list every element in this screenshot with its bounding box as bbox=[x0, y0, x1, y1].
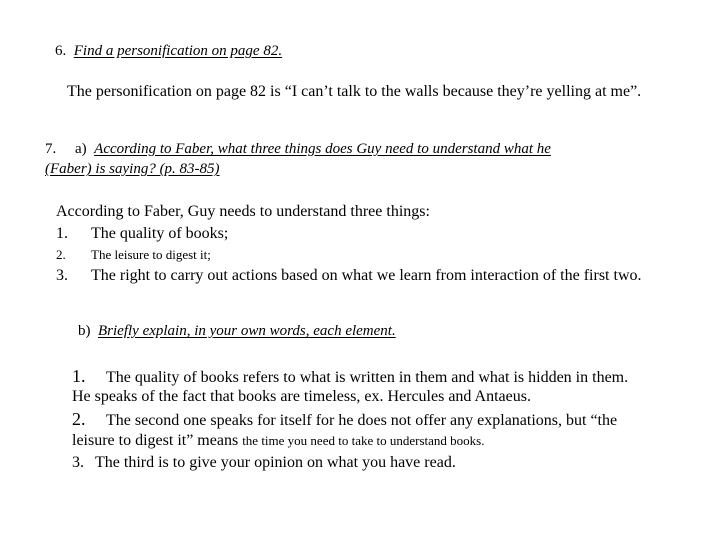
element-1-text-1: The quality of books refers to what is written in them and what is hidden in them. bbox=[106, 369, 629, 386]
element-2-number: 2. bbox=[72, 409, 86, 429]
item-3-number: 3. bbox=[56, 267, 68, 284]
question-6 bbox=[55, 44, 282, 59]
question-7a-text-2: (Faber) is saying? (p. 83-85) bbox=[45, 161, 220, 177]
answer-7b-element-2-line1 bbox=[72, 410, 617, 429]
question-7-number: 7. bbox=[45, 141, 57, 157]
answer-7a-item-1 bbox=[56, 226, 228, 242]
answer-7b-element-3 bbox=[72, 455, 456, 471]
question-7b-text: Briefly explain, in your own words, each element. bbox=[98, 323, 396, 339]
question-6-text: Find a personification on page 82. bbox=[73, 43, 283, 59]
answer-7b-element-1-line2: He speaks of the fact that books are timeless, ex. Hercules and Antaeus. bbox=[72, 388, 531, 405]
question-6-answer: The personification on page 82 is “I can’t talk to the walls because they’re yelling at me”. bbox=[67, 83, 642, 100]
element-2-text-1: The second one speaks for itself for he does not offer any explanations, but “the bbox=[106, 412, 618, 429]
answer-7a-item-3 bbox=[56, 268, 642, 284]
answer-7b-element-2-line2 bbox=[72, 433, 484, 449]
element-2-text-2a: leisure to digest it” means bbox=[72, 432, 239, 449]
element-2-text-2b: the time you need to take to understand books. bbox=[242, 433, 485, 448]
item-2-text: The leisure to digest it; bbox=[91, 247, 211, 262]
answer-7a-intro: According to Faber, Guy needs to understand three things: bbox=[56, 203, 430, 220]
answer-7b-element-1-line1 bbox=[72, 367, 628, 386]
question-7b bbox=[78, 324, 396, 339]
answer-7a-item-2 bbox=[56, 248, 211, 261]
element-3-number: 3. bbox=[72, 454, 84, 471]
item-2-number: 2. bbox=[56, 247, 66, 262]
element-3-text: The third is to give your opinion on what you have read. bbox=[95, 454, 456, 471]
question-7a-label: a) bbox=[75, 141, 87, 157]
element-1-number: 1. bbox=[72, 366, 86, 386]
item-3-text: The right to carry out actions based on what we learn from interaction of the first two. bbox=[91, 267, 642, 284]
item-1-text: The quality of books; bbox=[91, 225, 229, 242]
question-7a-text-1: According to Faber, what three things does Guy need to understand what he bbox=[94, 141, 551, 157]
item-1-number: 1. bbox=[56, 225, 68, 242]
question-7a-line2 bbox=[45, 162, 220, 177]
question-7b-label: b) bbox=[78, 323, 91, 339]
question-6-number: 6. bbox=[55, 43, 67, 59]
question-7a-line1 bbox=[45, 142, 551, 157]
